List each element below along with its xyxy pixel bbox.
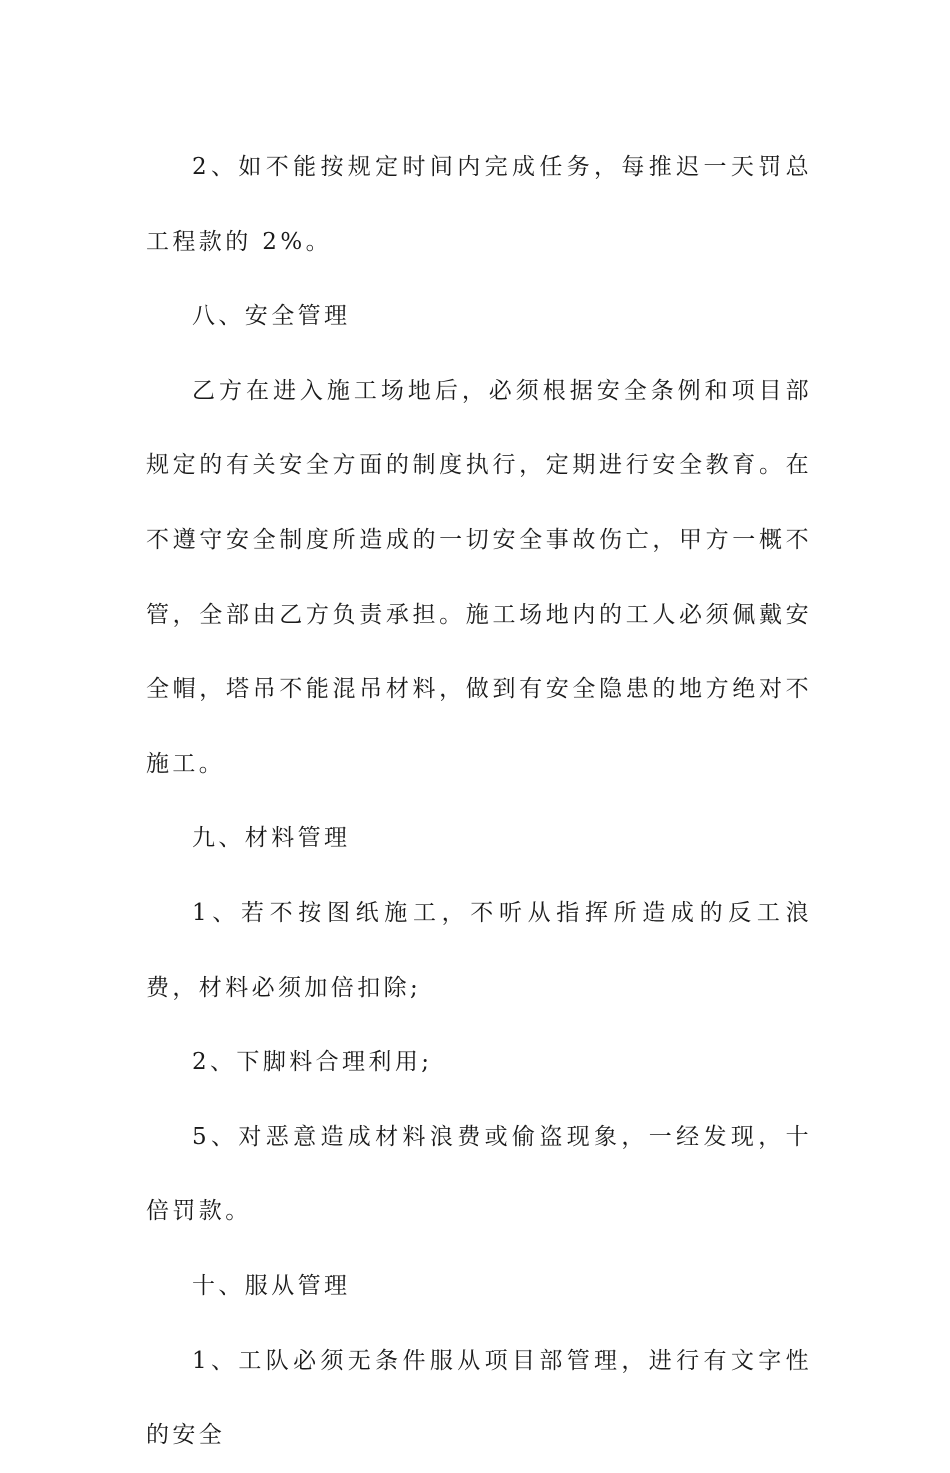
paragraph-materials-rework: 1、若不按图纸施工，不听从指挥所造成的反工浪费，材料必须加倍扣除;	[146, 899, 812, 1001]
paragraph-materials-offcuts: 2、下脚料合理利用;	[192, 1049, 433, 1076]
section-heading-materials: 九、材料管理	[192, 825, 351, 852]
paragraph-obedience-management: 1、工队必须无条件服从项目部管理，进行有文字性的安全	[146, 1347, 812, 1449]
paragraph-safety-rules: 乙方在进入施工场地后，必须根据安全条例和项目部规定的有关安全方面的制度执行，定期进行安全教育。在不遵守安全制度所造成的一切安全事故伤亡，甲方一概不管，全部由乙方负责承担。施工场地内的工人必须佩戴安全帽，塔吊不能混吊材料，做到有安全隐患的地方绝对不施工。	[146, 377, 812, 777]
section-heading-safety: 八、安全管理	[192, 303, 351, 330]
section-heading-obedience: 十、服从管理	[192, 1272, 351, 1299]
paragraph-materials-theft: 5、对恶意造成材料浪费或偷盗现象，一经发现，十倍罚款。	[146, 1123, 812, 1225]
paragraph-penalty-delay: 2、如不能按规定时间内完成任务，每推迟一天罚总工程款的 2%。	[146, 154, 812, 255]
document-body	[146, 130, 812, 1473]
